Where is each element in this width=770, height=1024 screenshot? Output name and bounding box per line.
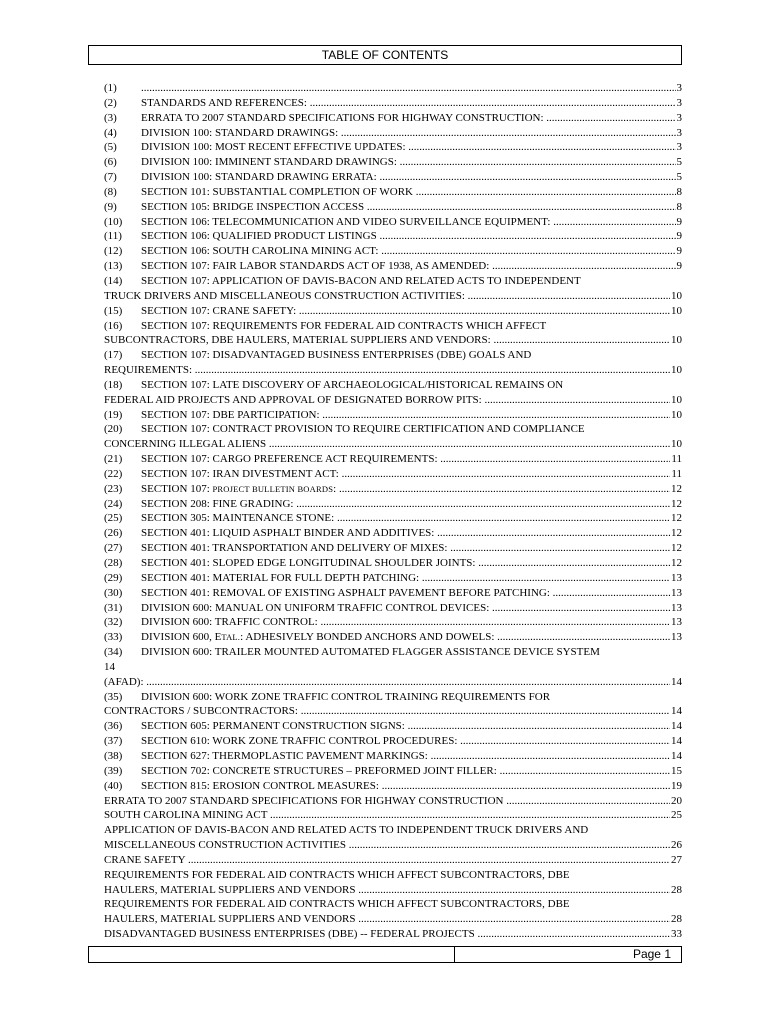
- toc-entry-text: [141, 170, 676, 185]
- toc-entry[interactable]: [104, 229, 682, 244]
- toc-entry-title: REQUIREMENTS:: [104, 364, 192, 377]
- page-footer: [88, 946, 682, 963]
- toc-entry-title: SECTION 401: LIQUID ASPHALT BINDER AND ADDITIVES:: [141, 527, 435, 540]
- toc-list: [104, 81, 682, 942]
- toc-entry-number: (17): [104, 349, 123, 362]
- toc-entry-page: 3: [676, 96, 682, 109]
- toc-entry[interactable]: [104, 81, 682, 96]
- toc-entry-page: 12: [671, 557, 682, 569]
- toc-entry-smallcaps: TAL.: [221, 632, 241, 643]
- toc-entry-title: SECTION 107: FAIR LABOR STANDARDS ACT OF 1938, AS AMENDED:: [141, 260, 490, 273]
- toc-entry-text: [141, 422, 682, 437]
- toc-entry-title: ERRATA TO 2007 STANDARD SPECIFICATIONS FOR HIGHWAY CONSTRUCTION: [104, 794, 504, 807]
- toc-entry-text: [104, 704, 670, 719]
- toc-entry-page: 13: [671, 571, 682, 584]
- toc-entry[interactable]: [104, 675, 682, 690]
- toc-entry-title: CONCERNING ILLEGAL ALIENS: [104, 438, 267, 451]
- toc-entry-page: 20: [671, 794, 682, 807]
- toc-entry-number: (14): [104, 274, 123, 287]
- toc-entry-text: [141, 571, 670, 586]
- toc-entry-page: 10: [671, 393, 682, 406]
- toc-entry-title: CRANE SAFETY: [104, 853, 186, 866]
- toc-entry[interactable]: [104, 927, 682, 942]
- toc-entry-text: [141, 215, 676, 230]
- toc-entry-title: SECTION 107: APPLICATION OF DAVIS-BACON AND RELATED ACTS TO INDEPENDENT: [141, 274, 581, 287]
- toc-entry-page: 12: [671, 542, 682, 555]
- toc-entry-page: 13: [671, 616, 682, 629]
- toc-title: TABLE OF CONTENTS: [88, 45, 682, 65]
- toc-entry-title: SECTION 107: LATE DISCOVERY OF ARCHAEOLOGICAL/HISTORICAL REMAINS ON: [141, 378, 564, 391]
- toc-entry-text: [141, 259, 676, 274]
- toc-entry-page: 5: [676, 156, 682, 169]
- toc-entry-title: SECTION 105: BRIDGE INSPECTION ACCESS: [141, 200, 365, 213]
- toc-entry-number: (12): [104, 245, 123, 258]
- toc-entry-text: [141, 630, 670, 645]
- toc-entry-text: [104, 868, 682, 883]
- toc-entry-text: [141, 140, 676, 155]
- toc-entry[interactable]: [104, 259, 682, 274]
- toc-entry-title: STANDARDS AND REFERENCES:: [141, 96, 307, 109]
- toc-entry[interactable]: [104, 868, 682, 883]
- toc-entry-page: 33: [671, 928, 682, 941]
- toc-entry-number: (23): [104, 482, 123, 495]
- toc-entry-text: [104, 660, 682, 675]
- toc-entry-text: [141, 690, 682, 705]
- toc-entry-title: DIVISION 100: MOST RECENT EFFECTIVE UPDATES:: [141, 141, 406, 154]
- toc-entry-page: 28: [671, 883, 682, 896]
- toc-entry[interactable]: [104, 437, 682, 452]
- toc-entry[interactable]: [104, 511, 682, 526]
- toc-entry-text: [141, 304, 670, 319]
- toc-entry-title: SECTION 401: TRANSPORTATION AND DELIVERY OF MIXES:: [141, 542, 448, 555]
- toc-entry-page: 9: [676, 245, 682, 258]
- toc-entry-text: [141, 526, 670, 541]
- toc-entry-page: 12: [671, 482, 682, 495]
- toc-entry-title: CONTRACTORS / SUBCONTRACTORS:: [104, 705, 298, 718]
- toc-entry-page: 14: [671, 675, 682, 688]
- toc-entry-page: 14: [671, 720, 682, 733]
- toc-entry[interactable]: [104, 482, 682, 497]
- toc-entry[interactable]: [104, 823, 682, 838]
- toc-entry-text: [141, 155, 676, 170]
- toc-entry-title-suffix: :: [333, 482, 337, 495]
- toc-entry[interactable]: [104, 170, 682, 185]
- toc-entry[interactable]: [104, 601, 682, 616]
- toc-entry-number: (10): [104, 215, 123, 228]
- toc-entry-text: [104, 927, 670, 942]
- toc-entry-page: 11: [671, 453, 682, 466]
- toc-entry-number: (25): [104, 512, 123, 525]
- toc-entry[interactable]: [104, 912, 682, 927]
- toc-entry-text: [141, 779, 670, 794]
- toc-entry-title: SECTION 401: MATERIAL FOR FULL DEPTH PATCHING:: [141, 571, 420, 584]
- toc-entry-title: SECTION 627: THERMOPLASTIC PAVEMENT MARKINGS:: [141, 749, 428, 762]
- toc-entry-page: 10: [671, 304, 682, 317]
- toc-entry[interactable]: [104, 645, 682, 660]
- toc-entry-number: (11): [104, 230, 122, 243]
- toc-entry-number: (30): [104, 586, 123, 599]
- toc-entry-text: [141, 482, 670, 497]
- toc-entry-title: DIVISION 600: WORK ZONE TRAFFIC CONTROL TRAINING REQUIREMENTS FOR: [141, 690, 551, 703]
- toc-entry[interactable]: [104, 660, 682, 675]
- toc-entry-text: [141, 645, 682, 660]
- toc-entry[interactable]: [104, 155, 682, 170]
- toc-entry-number: (35): [104, 690, 123, 703]
- toc-entry-number: (24): [104, 497, 123, 510]
- toc-entry-title: DIVISION 600: TRAILER MOUNTED AUTOMATED FLAGGER ASSISTANCE DEVICE SYSTEM: [141, 646, 600, 659]
- toc-entry-text: [141, 126, 676, 141]
- toc-entry-text: [141, 408, 670, 423]
- toc-entry[interactable]: [104, 497, 682, 512]
- toc-entry-page: 3: [676, 82, 682, 94]
- toc-entry-number: (6): [104, 156, 117, 169]
- toc-entry-title: SECTION 107: DBE PARTICIPATION:: [141, 408, 320, 421]
- toc-entry-number: (31): [104, 601, 123, 614]
- toc-entry-number: (15): [104, 304, 123, 317]
- toc-entry-text: [141, 81, 676, 96]
- toc-entry-text: [104, 853, 670, 868]
- toc-entry-number: (18): [104, 378, 123, 391]
- toc-entry[interactable]: [104, 749, 682, 764]
- toc-entry-title: SECTION 106: TELECOMMUNICATION AND VIDEO SURVEILLANCE EQUIPMENT:: [141, 215, 551, 228]
- toc-entry[interactable]: [104, 808, 682, 823]
- toc-entry-page: 3: [676, 126, 682, 139]
- toc-entry-title: HAULERS, MATERIAL SUPPLIERS AND VENDORS: [104, 883, 356, 896]
- toc-entry-title-suffix: : ADHESIVELY BONDED ANCHORS AND DOWELS:: [240, 631, 495, 644]
- toc-entry-number: (26): [104, 527, 123, 540]
- toc-entry-text: [104, 675, 670, 690]
- toc-entry-text: [141, 601, 670, 616]
- toc-entry[interactable]: [104, 422, 682, 437]
- toc-entry-number: (9): [104, 200, 117, 213]
- toc-entry[interactable]: [104, 140, 682, 155]
- toc-entry-number: (33): [104, 631, 123, 644]
- toc-entry-title: SECTION 305: MAINTENANCE STONE:: [141, 512, 335, 525]
- toc-entry-text: [141, 319, 682, 334]
- toc-entry-text: [141, 185, 676, 200]
- toc-entry[interactable]: [104, 363, 682, 378]
- toc-entry-text: [104, 794, 670, 809]
- toc-entry-title: ERRATA TO 2007 STANDARD SPECIFICATIONS FOR HIGHWAY CONSTRUCTION:: [141, 111, 544, 124]
- toc-entry[interactable]: [104, 393, 682, 408]
- toc-entry-text: [141, 586, 670, 601]
- toc-entry[interactable]: [104, 883, 682, 898]
- toc-entry-title: DIVISION 600: MANUAL ON UNIFORM TRAFFIC CONTROL DEVICES:: [141, 601, 490, 614]
- toc-entry-text: [104, 912, 670, 927]
- toc-entry-text: [141, 764, 670, 779]
- toc-entry-title: SECTION 101: SUBSTANTIAL COMPLETION OF WORK: [141, 185, 413, 198]
- toc-entry-title: APPLICATION OF DAVIS-BACON AND RELATED ACTS TO INDEPENDENT TRUCK DRIVERS AND: [104, 824, 589, 837]
- toc-entry[interactable]: [104, 853, 682, 868]
- toc-entry-number: (4): [104, 126, 117, 139]
- toc-entry-page: 10: [671, 364, 682, 377]
- toc-entry-text: [141, 719, 670, 734]
- toc-entry-page: 10: [671, 289, 682, 302]
- toc-entry-number: (13): [104, 260, 123, 273]
- toc-entry-title: (AFAD):: [104, 675, 144, 688]
- toc-entry-text: [141, 200, 676, 215]
- toc-entry-title: SECTION 107:: [141, 482, 213, 495]
- toc-entry-page: 5: [676, 171, 682, 184]
- toc-entry-title: SECTION 107: REQUIREMENTS FOR FEDERAL AID CONTRACTS WHICH AFFECT: [141, 319, 547, 332]
- toc-entry-text: [141, 467, 670, 482]
- toc-entry-number: (5): [104, 141, 117, 154]
- toc-entry-page: 15: [671, 764, 682, 777]
- toc-entry-text: [141, 96, 676, 111]
- toc-entry[interactable]: [104, 111, 682, 126]
- toc-entry-number: (36): [104, 720, 123, 733]
- toc-entry-title: SECTION 208: FINE GRADING:: [141, 497, 294, 510]
- toc-entry[interactable]: [104, 897, 682, 912]
- toc-entry-title: SECTION 815: EROSION CONTROL MEASURES:: [141, 779, 379, 792]
- toc-entry-text: [141, 749, 670, 764]
- toc-entry[interactable]: [104, 779, 682, 794]
- toc-entry-page: 13: [671, 631, 682, 644]
- toc-entry-text: [141, 452, 670, 467]
- toc-entry-page: 13: [671, 601, 682, 614]
- page-number: Page 1: [632, 947, 671, 961]
- toc-entry[interactable]: [104, 200, 682, 215]
- toc-entry-title: SECTION 106: SOUTH CAROLINA MINING ACT:: [141, 245, 379, 258]
- toc-entry-page: 13: [671, 586, 682, 599]
- toc-entry-title: MISCELLANEOUS CONSTRUCTION ACTIVITIES: [104, 839, 346, 852]
- toc-entry-number: (7): [104, 171, 117, 184]
- toc-entry-title: SECTION 107: CARGO PREFERENCE ACT REQUIREMENTS:: [141, 453, 438, 466]
- toc-entry-number: (1): [104, 82, 117, 94]
- toc-entry-text: [104, 393, 670, 408]
- toc-entry-title: SECTION 610: WORK ZONE TRAFFIC CONTROL PROCEDURES:: [141, 735, 458, 748]
- toc-entry-title: SECTION 401: REMOVAL OF EXISTING ASPHALT PAVEMENT BEFORE PATCHING:: [141, 586, 550, 599]
- toc-entry-number: (20): [104, 423, 123, 436]
- toc-entry-number: (27): [104, 542, 123, 555]
- toc-entry-title: 14: [104, 660, 115, 673]
- toc-entry[interactable]: [104, 378, 682, 393]
- toc-entry-number: (2): [104, 96, 117, 109]
- toc-entry[interactable]: [104, 615, 682, 630]
- toc-entry-number: (32): [104, 616, 123, 629]
- toc-entry-page: 12: [671, 527, 682, 540]
- toc-entry-page: 3: [676, 141, 682, 154]
- toc-entry-text: [141, 378, 682, 393]
- toc-entry[interactable]: [104, 96, 682, 111]
- toc-entry-page: 12: [671, 497, 682, 510]
- toc-entry-text: [141, 541, 670, 556]
- toc-entry-page: 10: [671, 334, 682, 347]
- toc-entry-page: 10: [671, 408, 682, 421]
- toc-entry[interactable]: [104, 215, 682, 230]
- toc-entry[interactable]: [104, 838, 682, 853]
- toc-entry[interactable]: [104, 794, 682, 809]
- toc-entry-text: [104, 363, 670, 378]
- toc-entry-text: [141, 348, 682, 363]
- toc-entry-title: SUBCONTRACTORS, DBE HAULERS, MATERIAL SUPPLIERS AND VENDORS:: [104, 334, 491, 347]
- toc-entry-page: 19: [671, 779, 682, 792]
- toc-entry-page: 9: [676, 260, 682, 273]
- toc-entry-text: [141, 734, 670, 749]
- toc-entry-number: (3): [104, 111, 117, 124]
- toc-entry[interactable]: [104, 274, 682, 289]
- toc-entry-number: (29): [104, 571, 123, 584]
- toc-entry[interactable]: [104, 556, 682, 571]
- toc-entry-title: SECTION 107: CONTRACT PROVISION TO REQUIRE CERTIFICATION AND COMPLIANCE: [141, 423, 585, 436]
- toc-entry[interactable]: [104, 126, 682, 141]
- toc-entry-text: [141, 511, 670, 526]
- toc-entry-title: SOUTH CAROLINA MINING ACT: [104, 809, 268, 822]
- toc-entry[interactable]: [104, 586, 682, 601]
- toc-entry-number: (28): [104, 557, 123, 569]
- toc-entry-title: DIVISION 100: STANDARD DRAWING ERRATA:: [141, 171, 377, 184]
- toc-entry-text: [104, 289, 670, 304]
- toc-entry-page: 8: [676, 185, 682, 198]
- toc-entry-title: DISADVANTAGED BUSINESS ENTERPRISES (DBE) -- FEDERAL PROJECTS: [104, 928, 475, 941]
- toc-entry-page: 8: [676, 200, 682, 213]
- toc-entry-page: 25: [671, 809, 682, 822]
- toc-entry-number: (37): [104, 735, 123, 748]
- toc-entry-number: (38): [104, 749, 123, 762]
- toc-entry-title: FEDERAL AID PROJECTS AND APPROVAL OF DESIGNATED BORROW PITS:: [104, 393, 482, 406]
- toc-entry-title: SECTION 107: IRAN DIVESTMENT ACT:: [141, 467, 339, 480]
- toc-entry-page: 9: [676, 230, 682, 243]
- toc-entry[interactable]: [104, 630, 682, 645]
- toc-entry-title: SECTION 107: DISADVANTAGED BUSINESS ENTERPRISES (DBE) GOALS AND: [141, 349, 532, 362]
- toc-entry[interactable]: [104, 541, 682, 556]
- toc-entry-title: REQUIREMENTS FOR FEDERAL AID CONTRACTS WHICH AFFECT SUBCONTRACTORS, DBE: [104, 868, 570, 881]
- toc-entry-text: [141, 615, 670, 630]
- toc-entry-title: DIVISION 100: IMMINENT STANDARD DRAWINGS:: [141, 156, 397, 169]
- toc-entry-title: SECTION 401: SLOPED EDGE LONGITUDINAL SHOULDER JOINTS:: [141, 557, 476, 569]
- toc-entry-page: 3: [676, 111, 682, 124]
- toc-entry-title: SECTION 605: PERMANENT CONSTRUCTION SIGNS:: [141, 720, 405, 733]
- toc-entry-title: HAULERS, MATERIAL SUPPLIERS AND VENDORS: [104, 913, 356, 926]
- toc-entry-text: [141, 497, 670, 512]
- toc-entry-text: [104, 437, 670, 452]
- toc-entry[interactable]: [104, 408, 682, 423]
- toc-entry-text: [141, 244, 676, 259]
- toc-entry-number: (22): [104, 467, 123, 480]
- toc-entry[interactable]: [104, 319, 682, 334]
- toc-entry-text: [104, 897, 682, 912]
- toc-entry-title: DIVISION 600: TRAFFIC CONTROL:: [141, 616, 318, 629]
- toc-entry[interactable]: [104, 452, 682, 467]
- toc-entry[interactable]: [104, 704, 682, 719]
- toc-entry-title: TRUCK DRIVERS AND MISCELLANEOUS CONSTRUCTION ACTIVITIES:: [104, 289, 465, 302]
- toc-entry-title: DIVISION 100: STANDARD DRAWINGS:: [141, 126, 339, 139]
- toc-entry-smallcaps: PROJECT BULLETIN BOARDS: [212, 483, 334, 494]
- toc-entry[interactable]: [104, 333, 682, 348]
- toc-entry-page: 14: [671, 705, 682, 718]
- toc-entry-title: SECTION 106: QUALIFIED PRODUCT LISTINGS: [141, 230, 377, 243]
- toc-entry[interactable]: [104, 467, 682, 482]
- toc-entry-text: [104, 333, 670, 348]
- toc-entry[interactable]: [104, 526, 682, 541]
- toc-entry-page: 14: [671, 749, 682, 762]
- toc-entry-page: 26: [671, 839, 682, 852]
- toc-entry-number: (21): [104, 453, 123, 466]
- toc-entry-text: [141, 556, 670, 571]
- toc-entry-title: REQUIREMENTS FOR FEDERAL AID CONTRACTS WHICH AFFECT SUBCONTRACTORS, DBE: [104, 898, 570, 911]
- toc-entry-text: [141, 274, 682, 289]
- toc-entry-text: [141, 229, 676, 244]
- toc-entry[interactable]: [104, 719, 682, 734]
- toc-entry-title: SECTION 702: CONCRETE STRUCTURES – PREFORMED JOINT FILLER:: [141, 764, 497, 777]
- toc-entry-text: [104, 838, 670, 853]
- toc-entry-title: SECTION 107: CRANE SAFETY:: [141, 304, 297, 317]
- toc-entry-number: (16): [104, 319, 123, 332]
- toc-entry-page: 10: [671, 438, 682, 451]
- toc-entry-page: 12: [671, 512, 682, 525]
- toc-entry-text: [104, 808, 670, 823]
- toc-entry[interactable]: [104, 734, 682, 749]
- toc-entry-text: [141, 111, 676, 126]
- toc-entry[interactable]: [104, 571, 682, 586]
- toc-entry[interactable]: [104, 244, 682, 259]
- toc-entry-number: (34): [104, 646, 123, 659]
- toc-entry[interactable]: [104, 289, 682, 304]
- toc-entry-number: (8): [104, 185, 117, 198]
- toc-entry-number: (40): [104, 779, 123, 792]
- toc-entry-text: [104, 883, 670, 898]
- toc-entry-page: 28: [671, 913, 682, 926]
- toc-entry-page: 9: [676, 215, 682, 228]
- toc-entry[interactable]: [104, 764, 682, 779]
- toc-entry[interactable]: [104, 304, 682, 319]
- toc-entry-page: 27: [671, 853, 682, 866]
- toc-entry-title: DIVISION 600, E: [141, 631, 222, 644]
- toc-entry-number: (19): [104, 408, 123, 421]
- footer-left-cell: [89, 947, 455, 962]
- toc-entry-text: [104, 823, 682, 838]
- toc-entry[interactable]: [104, 348, 682, 363]
- toc-entry-page: 11: [671, 467, 682, 480]
- toc-entry-page: 14: [671, 735, 682, 748]
- toc-entry[interactable]: [104, 690, 682, 705]
- toc-entry[interactable]: [104, 185, 682, 200]
- toc-entry-number: (39): [104, 764, 123, 777]
